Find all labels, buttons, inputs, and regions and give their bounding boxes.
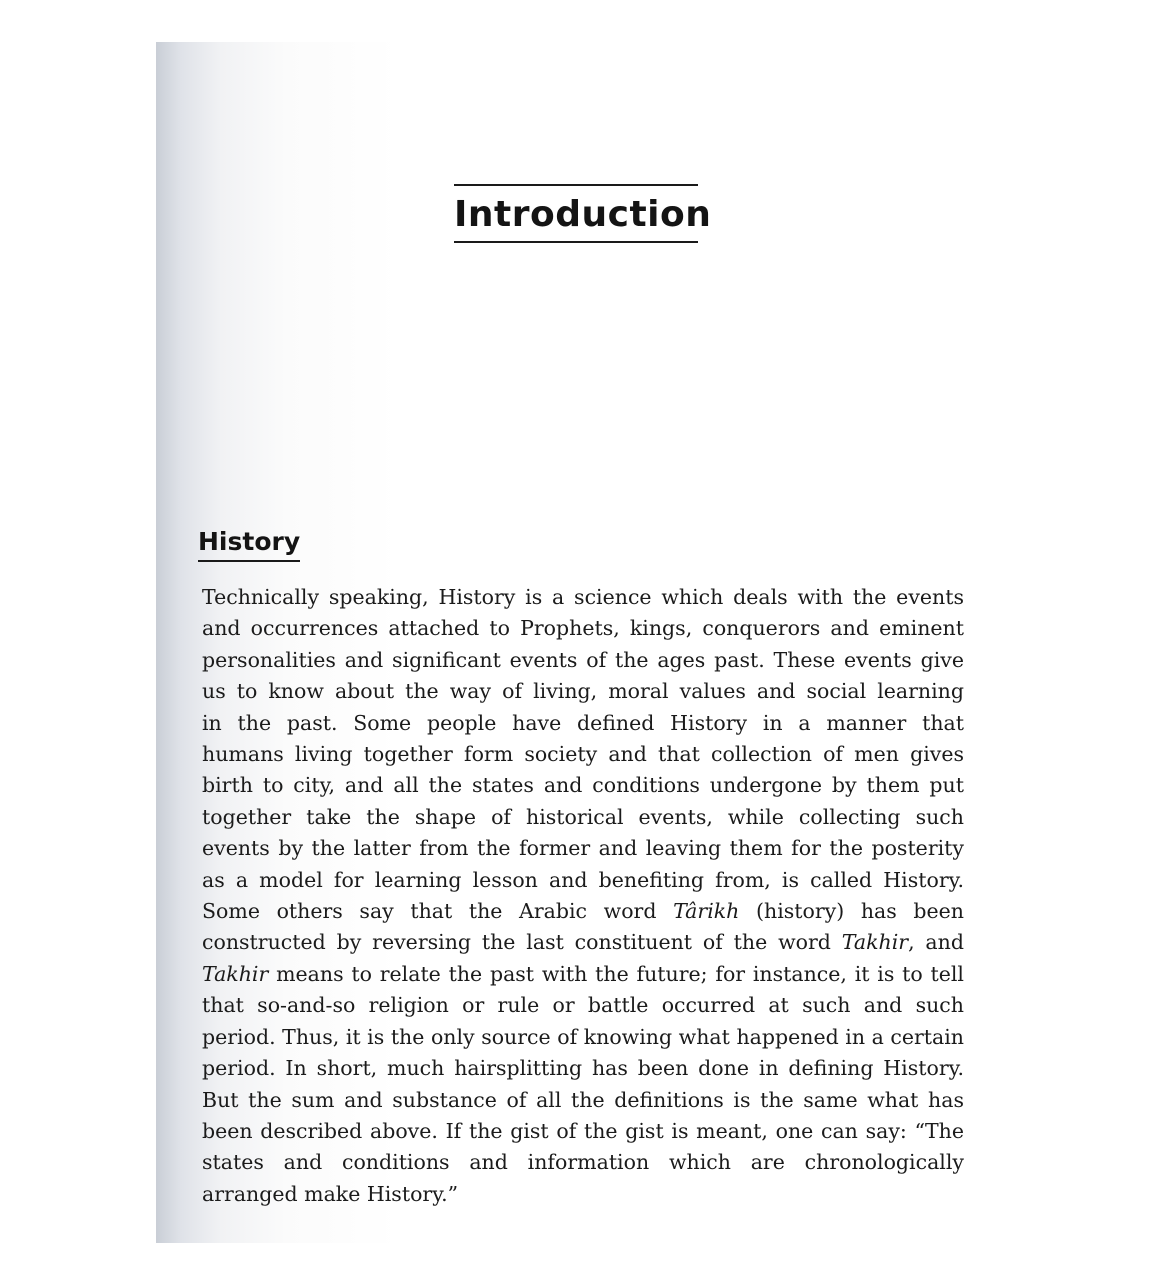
paragraph-line: as a model for learning lesson and benefiting from, is called History. [202, 867, 964, 892]
paragraph-line: Technically speaking, History is a science which deals with the events [202, 585, 964, 609]
paragraph-line: But the sum and substance of all the definitions is the same what has [202, 1087, 964, 1112]
paragraph-line: events by the latter from the former and leaving them for the posterity [202, 836, 964, 861]
paragraph-line: period. In short, much hairsplitting has been done in defining History. [202, 1056, 964, 1081]
paragraph-line: us to know about the way of living, moral values and social learning [202, 679, 964, 704]
paragraph-line: arranged make History.” [202, 1181, 459, 1206]
paragraph-line: personalities and significant events of the ages past. These events give [202, 647, 964, 672]
paragraph-line: birth to city, and all the states and conditions undergone by them put [202, 773, 964, 798]
paragraph-line: Takhir means to relate the past with the future; for instance, it is to tell [202, 961, 964, 986]
paragraph-line: states and conditions and information which are chronologically [202, 1150, 964, 1175]
show-through-text [186, 42, 336, 562]
book-page [156, 42, 966, 1243]
body-paragraph [202, 582, 964, 1210]
section-heading: History [198, 527, 300, 562]
chapter-title-block [454, 184, 712, 243]
paragraph-line: been described above. If the gist of the gist is meant, one can say: “The [202, 1118, 964, 1143]
paragraph-line: Some others say that the Arabic word Târikh (history) has been [202, 899, 965, 924]
paragraph-line: period. Thus, it is the only source of knowing what happened in a certain [202, 1024, 964, 1049]
paragraph-line: and occurrences attached to Prophets, kings, conquerors and eminent [202, 616, 964, 641]
title-bottom-rule [454, 241, 698, 243]
paragraph-line: together take the shape of historical events, while collecting such [202, 804, 964, 829]
paragraph-line: humans living together form society and that collection of men gives [202, 742, 964, 767]
paragraph-line: in the past. Some people have defined History in a manner that [202, 710, 964, 735]
paragraph-line: that so-and-so religion or rule or battle occurred at such and such [202, 993, 964, 1018]
paragraph-line: constructed by reversing the last constituent of the word Takhir, and [202, 930, 964, 955]
chapter-title: Introduction [454, 194, 712, 235]
